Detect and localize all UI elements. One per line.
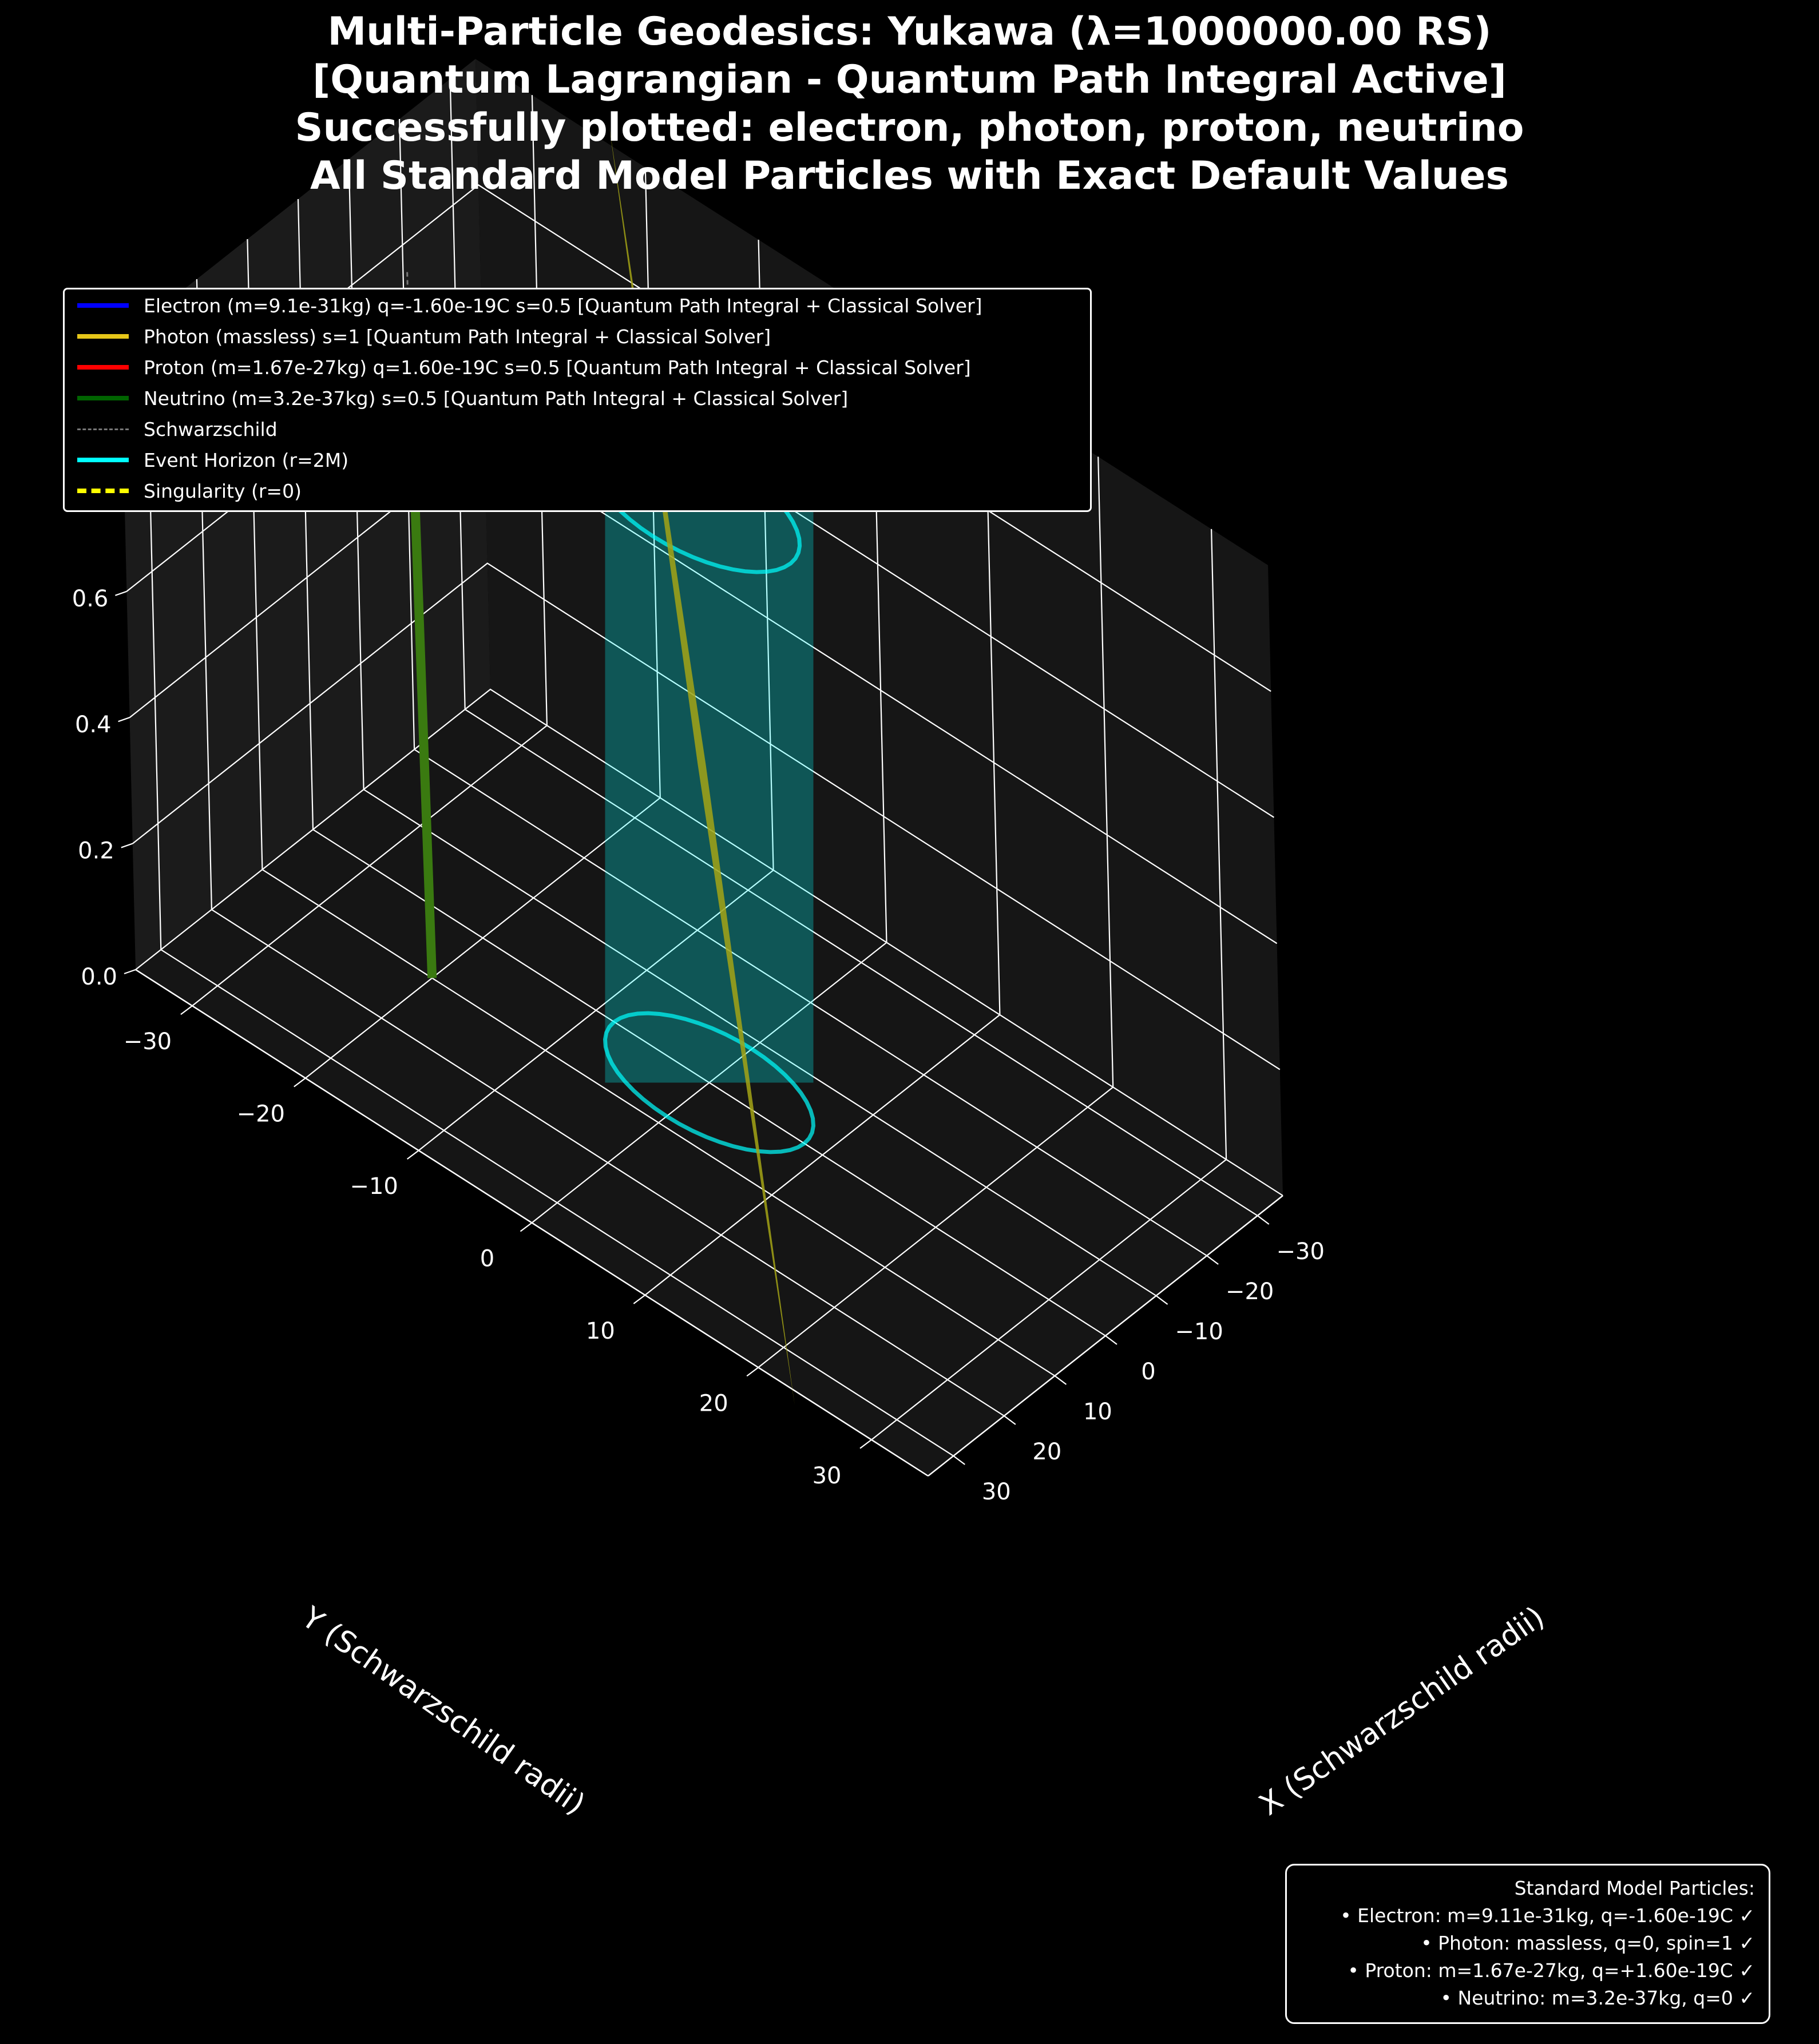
title-line-3: Successfully plotted: electron, photon, proton, neutrino bbox=[295, 105, 1524, 150]
y-tick-mark bbox=[860, 1440, 871, 1448]
legend-label-neutrino: Neutrino (m=3.2e-37kg) s=0.5 [Quantum Path Integral + Classical Solver] bbox=[144, 387, 849, 410]
y-tick-mark bbox=[294, 1078, 306, 1087]
legend-swatch-photon bbox=[77, 334, 129, 339]
legend-swatch-schwarzschild bbox=[77, 428, 129, 430]
y-tick-label: 0 bbox=[479, 1245, 495, 1272]
y-axis-label: Y (Schwarzschild radii) bbox=[295, 1600, 592, 1822]
legend-item-schwarzschild bbox=[65, 413, 278, 445]
y-tick-label: 20 bbox=[699, 1390, 728, 1417]
z-tick-mark bbox=[121, 844, 133, 848]
legend-label-proton: Proton (m=1.67e-27kg) q=1.60e-19C s=0.5 [Quantum Path Integral + Classical Solver] bbox=[144, 356, 971, 379]
z-tick-mark bbox=[115, 592, 126, 596]
legend-label-electron: Electron (m=9.1e-31kg) q=-1.60e-19C s=0.5 [Quantum Path Integral + Classical Solver] bbox=[144, 294, 982, 317]
legend bbox=[63, 288, 1092, 512]
x-tick-label: −30 bbox=[1276, 1239, 1325, 1265]
legend-item-event-horizon bbox=[65, 444, 348, 476]
x-tick-label: −10 bbox=[1175, 1319, 1223, 1345]
y-tick-label: −30 bbox=[123, 1029, 172, 1055]
info-neutrino: • Neutrino: m=3.2e-37kg, q=0 ✓ bbox=[1440, 1987, 1755, 2009]
info-heading: Standard Model Particles: bbox=[1514, 1877, 1755, 1899]
x-axis-label: X (Schwarzschild radii) bbox=[1253, 1600, 1551, 1823]
z-tick-label: 0.4 bbox=[74, 712, 112, 739]
x-tick-label: 10 bbox=[1083, 1399, 1112, 1425]
legend-item-neutrino bbox=[65, 382, 848, 414]
z-tick-mark bbox=[118, 717, 130, 721]
y-tick-mark bbox=[521, 1223, 532, 1232]
legend-item-singularity bbox=[65, 475, 302, 507]
x-tick-mark bbox=[953, 1456, 965, 1464]
z-tick-label: 0.6 bbox=[72, 585, 109, 612]
z-tick-label: 0.2 bbox=[78, 838, 114, 864]
y-tick-label: −10 bbox=[350, 1173, 398, 1200]
title-line-4: All Standard Model Particles with Exact Default Values bbox=[310, 153, 1509, 199]
legend-label-singularity: Singularity (r=0) bbox=[144, 479, 302, 502]
x-tick-mark bbox=[1207, 1256, 1218, 1264]
x-tick-mark bbox=[1004, 1416, 1016, 1424]
info-proton: • Proton: m=1.67e-27kg, q=+1.60e-19C ✓ bbox=[1348, 1959, 1755, 1982]
legend-label-schwarzschild: Schwarzschild bbox=[144, 418, 278, 440]
y-tick-label: −20 bbox=[236, 1101, 285, 1128]
y-tick-label: 30 bbox=[812, 1462, 842, 1489]
z-tick-mark bbox=[124, 970, 136, 974]
y-tick-label: 10 bbox=[585, 1317, 615, 1344]
legend-swatch-singularity bbox=[77, 489, 129, 493]
y-tick-mark bbox=[747, 1367, 758, 1376]
z-tick-label: 0.0 bbox=[81, 964, 117, 990]
x-tick-mark bbox=[1258, 1216, 1269, 1224]
info-photon: • Photon: massless, q=0, spin=1 ✓ bbox=[1421, 1932, 1755, 1954]
x-tick-label: 30 bbox=[981, 1479, 1011, 1505]
title-line-1: Multi-Particle Geodesics: Yukawa (λ=1000000.00 RS) bbox=[327, 9, 1492, 54]
x-tick-mark bbox=[1055, 1376, 1066, 1384]
legend-label-event-horizon: Event Horizon (r=2M) bbox=[144, 449, 349, 471]
legend-swatch-electron bbox=[77, 303, 129, 308]
legend-swatch-proton bbox=[77, 365, 129, 370]
x-tick-mark bbox=[1105, 1336, 1117, 1344]
x-tick-mark bbox=[1156, 1296, 1168, 1304]
legend-swatch-neutrino bbox=[77, 396, 129, 400]
legend-label-photon: Photon (massless) s=1 [Quantum Path Integral + Classical Solver] bbox=[144, 325, 771, 348]
y-tick-mark bbox=[181, 1006, 192, 1014]
x-tick-label: 20 bbox=[1032, 1439, 1062, 1465]
legend-item-proton bbox=[65, 351, 971, 383]
x-tick-label: 0 bbox=[1141, 1359, 1156, 1385]
title-line-2: [Quantum Lagrangian - Quantum Path Integral Active] bbox=[312, 57, 1507, 102]
legend-item-photon bbox=[65, 320, 771, 352]
y-tick-mark bbox=[407, 1150, 419, 1159]
legend-item-electron bbox=[65, 289, 982, 322]
chart-title bbox=[0, 8, 1819, 200]
info-electron: • Electron: m=9.11e-31kg, q=-1.60e-19C ✓ bbox=[1340, 1904, 1755, 1927]
x-tick-label: −20 bbox=[1225, 1279, 1274, 1305]
y-tick-mark bbox=[633, 1295, 645, 1304]
standard-model-info-box bbox=[1285, 1864, 1770, 2024]
legend-swatch-event-horizon bbox=[77, 458, 129, 462]
